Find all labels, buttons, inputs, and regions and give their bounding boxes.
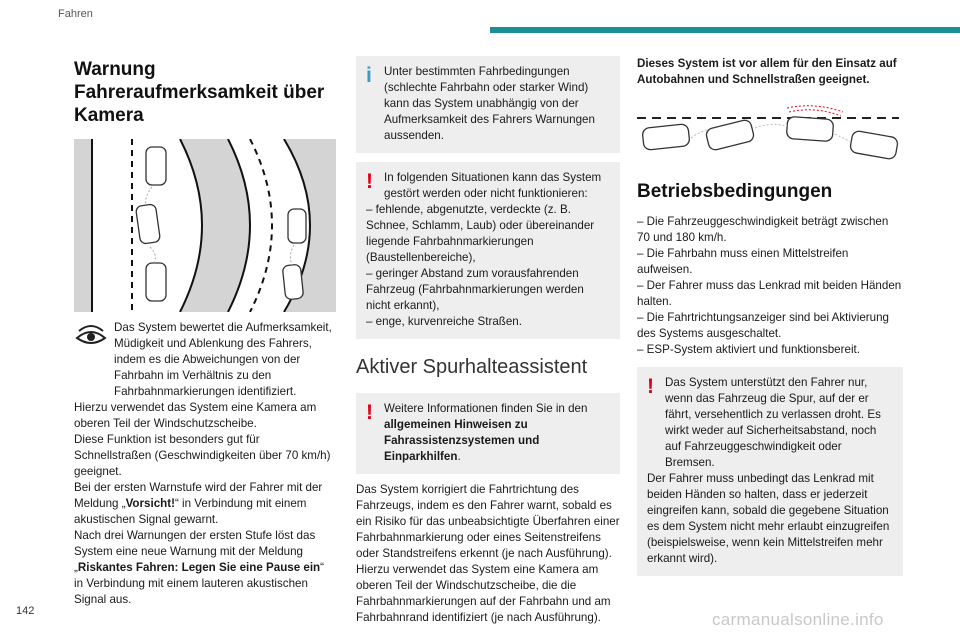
- lane-keeping-cars-illustration: [637, 104, 899, 166]
- column-left: [74, 56, 336, 608]
- camera-description: Hierzu verwendet das System eine Kamera am oberen Teil der Windschutzscheibe.: [74, 401, 317, 430]
- warning-box: [356, 162, 620, 339]
- second-warning-level: Nach drei Warnungen der ersten Stufe löst das System eine neue Warnung mit der Meldung „Riskantes Fahren: Legen Sie eine Pause ein“ in Verbindung mit einem lauteren akustischen Signal aus.: [74, 529, 325, 606]
- lane-drift-illustration: [74, 139, 336, 312]
- warning-box-item: – enge, kurvenreiche Straßen.: [366, 315, 522, 328]
- condition-item: – Der Fahrer muss das Lenkrad mit beiden Händen halten.: [637, 279, 902, 308]
- warning-box-intro: In folgenden Situationen kann das System gestört werden oder nicht funktionieren:: [384, 171, 602, 200]
- function-suitability: Diese Funktion ist besonders gut für Schnellstraßen (Geschwindigkeiten über 70 km/h) geeignet.: [74, 433, 331, 478]
- condition-item: – Die Fahrtrichtungsanzeiger sind bei Aktivierung des Systems ausgeschaltet.: [637, 311, 889, 340]
- column-middle: [356, 56, 620, 626]
- page-number: 142: [16, 605, 35, 617]
- info-box-text: Unter bestimmten Fahrbedingungen (schlechte Fahrbahn oder starker Wind) kann das System unabhängig von der Aufmerksamkeit des Fahrers Warnungen aussenden.: [384, 65, 595, 142]
- column-right: [637, 56, 903, 576]
- warning-icon: !: [647, 375, 654, 398]
- info-box: [356, 56, 620, 153]
- warning-box-item: – fehlende, abgenutzte, verdeckte (z. B. Schnee, Schlamm, Laub) oder übereinander liegende Fahrbahnmarkierungen (Baustellenbereiche),: [366, 203, 595, 264]
- condition-item: – Die Fahrzeuggeschwindigkeit beträgt zwischen 70 und 180 km/h.: [637, 215, 889, 244]
- system-description: Das System bewertet die Aufmerksamkeit, Müdigkeit und Ablenkung des Fahrers, indem es die Abweichungen von der Fahrbahn im Verhältnis zu den Fahrbahnmarkierungen identifiziert.: [114, 321, 332, 398]
- section-title-lane-assist: Aktiver Spurhalteassistent: [356, 356, 588, 378]
- condition-item: – Die Fahrbahn muss einen Mittelstreifen aufweisen.: [637, 247, 849, 276]
- usage-note: Dieses System ist vor allem für den Einsatz auf Autobahnen und Schnellstraßen geeignet.: [637, 57, 897, 86]
- references-text: Weitere Informationen finden Sie in den allgemeinen Hinweisen zu Fahrassistenzsystemen und Einparkhilfen.: [384, 402, 588, 463]
- warning-message-risky-driving: Riskantes Fahren: Legen Sie eine Pause ein: [77, 561, 321, 574]
- warning-box-driver-responsibility: [637, 367, 903, 576]
- page-title: Warnung Fahreraufmerksamkeit über Kamera: [74, 59, 325, 126]
- warning-message-caution: Vorsicht!: [125, 497, 175, 510]
- header-section-label: Fahren: [58, 8, 93, 20]
- warning-box-item: – geringer Abstand zum vorausfahrenden Fahrzeug (Fahrbahnmarkierungen werden nicht erkannt),: [366, 267, 584, 312]
- first-warning-level: Bei der ersten Warnstufe wird der Fahrer mit der Meldung „Vorsicht!“ in Verbindung mit einem akustischen Signal gewarnt.: [74, 481, 323, 526]
- condition-item: – ESP-System aktiviert und funktionsbereit.: [637, 343, 860, 356]
- lane-assist-description: Das System korrigiert die Fahrtrichtung des Fahrzeugs, indem es den Fahrer warnt, sobald es ein Risiko für das unbeabsichtigte Überfahren einer Fahrbahnmarkierung oder eines Seitenstreifens oder Standstreifens erkennt (je nach Ausführung). Hierzu verwendet das System eine Kamera am oberen Teil der Windschutzscheibe, die die Fahrbahnmarkierungen auf der Fahrbahn und am Fahrbahnrand identifiziert (je nach Ausführung).: [356, 483, 620, 624]
- warning-box-references: [356, 393, 620, 474]
- section-title-operating-conditions: Betriebsbedingungen: [637, 181, 833, 202]
- steering-wheel-note: Der Fahrer muss unbedingt das Lenkrad mit beiden Händen so halten, dass er jederzeit eingreifen kann, sobald die gegebene Situation es dem System nicht mehr erlaubt einzugreifen (beispielsweise, wenn kein Mittelstreifen mehr erkannt wird).: [647, 472, 890, 565]
- driver-attention-eye-icon: [74, 320, 108, 350]
- info-icon: i: [366, 64, 372, 87]
- header-accent-bar: [490, 27, 960, 33]
- warning-icon: !: [366, 170, 373, 193]
- driver-responsibility-text: Das System unterstützt den Fahrer nur, wenn das Fahrzeug die Spur, auf der er fährt, versehentlich zu verlassen droht. Es wirkt weder auf Sicherheitsabstand, noch auf Fahrzeuggeschwindigkeit oder Bremsen.: [665, 376, 881, 469]
- watermark-text: carmanualsonline.info: [712, 610, 884, 629]
- warning-icon: !: [366, 401, 373, 424]
